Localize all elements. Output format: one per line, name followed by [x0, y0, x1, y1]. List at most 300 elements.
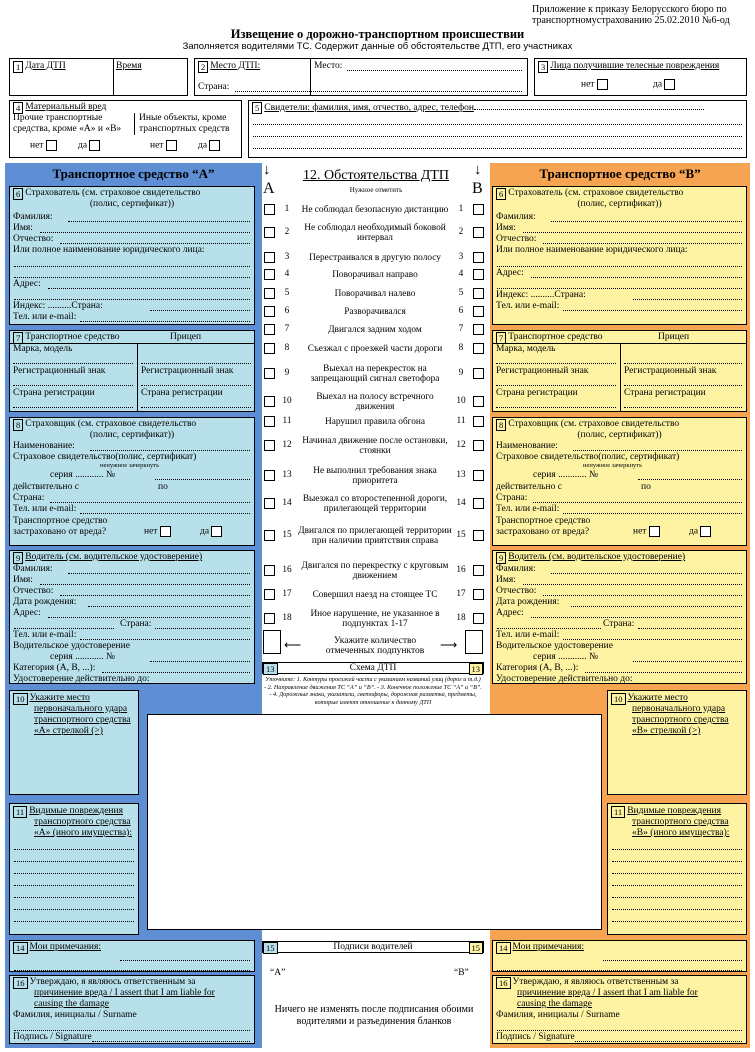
vehicles-yes-label: да — [78, 140, 88, 151]
circumstance-a-checkbox[interactable] — [264, 343, 275, 354]
circumstance-label: Выехал на перекресток на запрещающий сигнал светофора — [310, 364, 440, 384]
scheme-note: Уточните: 1. Контуры проезжей части с указанием названий улиц (дорог и т.д.) - 2. Направление движения ТС “А” и “В”. - 3. Конечное положение ТС “А” и “В”. - 4. Дорожные знаки, указатели, светофоры, дорожная разметка, предметы, которые имеют отношение к данному ДТП — [264, 676, 482, 706]
witness-line[interactable] — [253, 139, 742, 149]
circumstance-b-checkbox[interactable] — [473, 368, 484, 379]
section-number: 6 — [13, 188, 23, 200]
surname-label: Фамилия: — [496, 212, 536, 222]
insured-no-checkbox[interactable] — [649, 526, 660, 537]
circumstance-row — [262, 360, 490, 388]
circumstance-number: 12 — [456, 440, 466, 450]
insured-yes-label: да — [200, 526, 210, 537]
section-number: 14 — [13, 942, 28, 954]
circumstance-a-checkbox[interactable] — [264, 204, 275, 215]
signatures-note: Ничего не изменять после подписания обоими водителями и разъединения бланков — [274, 1004, 474, 1027]
reg-country-label: Страна регистрации — [496, 388, 578, 398]
valid-to-label: по — [158, 482, 168, 492]
circumstance-number: 2 — [458, 227, 464, 237]
circumstance-a-checkbox[interactable] — [264, 565, 275, 576]
trailer-reg-country-label: Страна регистрации — [624, 388, 706, 398]
count-a-box[interactable] — [263, 630, 281, 654]
circumstance-number: 2 — [284, 227, 290, 237]
count-label-2: отмеченных подпунктов — [325, 646, 425, 656]
section-vehicle-b — [492, 330, 747, 412]
insurer-label-2: (полис, сертификат)) — [577, 430, 662, 440]
circumstance-row — [262, 341, 490, 357]
circumstance-row — [262, 202, 490, 218]
scheme-drawing-area[interactable] — [147, 714, 602, 930]
surname-label: Фамилия: — [13, 564, 53, 574]
damage-label-3: «А» (иного имущества): — [34, 828, 132, 838]
insured-label-2: застраховано от вреда? — [13, 527, 107, 537]
witness-line[interactable] — [253, 115, 742, 125]
injured-yes-label: да — [653, 79, 663, 90]
circumstance-b-checkbox[interactable] — [473, 440, 484, 451]
impact-label-3: транспортного средства — [632, 715, 729, 725]
country-input[interactable] — [235, 83, 522, 92]
circumstance-a-checkbox[interactable] — [264, 324, 275, 335]
license-label: Водительское удостоверение — [496, 641, 613, 651]
circumstance-b-checkbox[interactable] — [473, 613, 484, 624]
circumstance-a-checkbox[interactable] — [264, 306, 275, 317]
circumstance-b-checkbox[interactable] — [473, 204, 484, 215]
circumstance-b-checkbox[interactable] — [473, 252, 484, 263]
material-damage-label: Материальный вред — [25, 102, 107, 112]
circumstance-label: Разворачивался — [344, 307, 406, 317]
notes-label: Мои примечания: — [29, 942, 102, 952]
series-label: серия — [533, 652, 556, 662]
country-label: Страна: — [120, 619, 152, 629]
category-label: Категория (A, B, ...): — [496, 663, 579, 673]
valid-from-label: действительно с — [13, 482, 79, 492]
circumstance-number: 3 — [284, 252, 290, 262]
country-label: Страна: — [554, 290, 586, 300]
circumstance-a-checkbox[interactable] — [264, 396, 275, 407]
section-number: 11 — [611, 806, 625, 818]
circumstance-label: Нарушил правила обгона — [324, 417, 426, 427]
insured-yes-checkbox[interactable] — [211, 526, 222, 537]
brand-label: Марка, модель — [13, 344, 73, 354]
circumstance-number: 11 — [282, 416, 292, 426]
circumstance-label: Иное нарушение, не указанное в подпунктах 1-17 — [310, 609, 440, 629]
column-b-label: B — [472, 180, 483, 197]
number-sign: № — [106, 470, 116, 480]
section-number: 13 — [263, 663, 278, 675]
damage-label: Видимые повреждения — [29, 806, 123, 816]
reg-label: Регистрационный знак — [496, 366, 589, 376]
name-label: Имя: — [496, 575, 516, 585]
section-number: 2 — [198, 61, 208, 73]
impact-label: Укажите место — [29, 693, 90, 703]
circumstance-row — [262, 557, 490, 585]
circumstance-number: 4 — [458, 269, 464, 279]
objects-yes-label: да — [198, 140, 208, 151]
insurer-name-label: Наименование: — [496, 441, 558, 451]
section-number: 11 — [13, 806, 27, 818]
circumstance-b-checkbox[interactable] — [473, 269, 484, 280]
circumstance-a-checkbox[interactable] — [264, 613, 275, 624]
patronymic-label: Отчество: — [13, 586, 54, 596]
count-b-box[interactable] — [465, 630, 483, 654]
circumstance-b-checkbox[interactable] — [473, 416, 484, 427]
circumstance-b-checkbox[interactable] — [473, 306, 484, 317]
page-title: Извещение о дорожно-транспортном происшествии — [230, 27, 525, 41]
injured-label: Лица получившие телесные повреждения — [550, 61, 720, 71]
circumstance-label: Съезжал с проезжей части дороги — [307, 344, 443, 354]
circumstance-label: Двигался по перекрестку с круговым движением — [301, 561, 449, 581]
driver-label: Водитель (см. водительское удостоверение) — [25, 552, 203, 562]
policyholder-label: Страхователь (см. страховое свидетельство — [508, 188, 684, 198]
policyholder-label: Страхователь (см. страховое свидетельство — [25, 188, 201, 198]
scheme-title: Схема ДТП — [349, 663, 397, 673]
insurer-label-2: (полис, сертификат)) — [89, 430, 175, 440]
section-number: 15 — [263, 942, 278, 954]
circumstance-row — [262, 587, 490, 603]
section-impact-b — [607, 690, 747, 795]
trailer-reg-country-label: Страна регистрации — [141, 388, 223, 398]
address-label: Адрес: — [13, 279, 41, 289]
circumstance-number: 17 — [456, 589, 466, 599]
patronymic-label: Отчество: — [496, 234, 537, 244]
address-label: Адрес: — [496, 268, 524, 278]
place-label: Место ДТП: — [210, 61, 261, 71]
section-number: 16 — [496, 977, 511, 989]
circumstance-a-checkbox[interactable] — [264, 269, 275, 280]
circumstance-number: 5 — [284, 288, 290, 298]
circumstance-a-checkbox[interactable] — [264, 589, 275, 600]
insured-no-checkbox[interactable] — [160, 526, 171, 537]
date-label: Дата ДТП — [25, 61, 66, 71]
phone-label: Тел. или e-mail: — [496, 630, 560, 640]
signature-label: Подпись / Signature — [13, 1032, 92, 1042]
vehicles-yes-checkbox[interactable] — [89, 140, 100, 151]
witnesses-label: Свидетели: фамилия, имя, отчество, адрес, телефон — [264, 103, 474, 113]
circumstance-b-checkbox[interactable] — [473, 343, 484, 354]
circumstance-number: 18 — [456, 613, 466, 623]
circumstance-label: Выезжал со второстепенной дороги, прилегающей территории — [302, 494, 448, 514]
circumstance-label: Поворачивал направо — [332, 270, 418, 280]
circumstance-label: Совершил наезд на стоящее ТС — [312, 590, 438, 600]
section-number: 4 — [13, 102, 23, 114]
section-policyholder-a: 6 Страхователь (см. страховое свидетельство (полис, сертификат)) Фамилия: Имя: Отчество: Или полное наименование юридического лица: Адрес: Индекс: ..........Страна: Тел. или e-mail: — [9, 186, 255, 325]
objects-yes-checkbox[interactable] — [209, 140, 220, 151]
insurer-label: Страховщик (см. страховое свидетельство — [508, 419, 680, 429]
phone-label: Тел. или e-mail: — [496, 504, 560, 514]
injured-no-checkbox[interactable] — [597, 79, 608, 90]
section-notes-a — [9, 940, 255, 972]
circumstance-row — [262, 606, 490, 632]
circumstance-b-checkbox[interactable] — [473, 324, 484, 335]
time-label: Время — [116, 61, 142, 71]
number-sign: № — [106, 652, 116, 662]
section-number: 8 — [496, 419, 506, 431]
circumstance-b-checkbox[interactable] — [473, 565, 484, 576]
circumstance-label: Не соблюдал безопасную дистанцию — [301, 205, 449, 215]
insured-label: Транспортное средство — [13, 516, 108, 526]
circumstance-row — [262, 304, 490, 320]
section-number: 8 — [13, 419, 23, 431]
circumstance-label: Перестраивался в другую полосу — [309, 253, 441, 263]
appendix-line-1: Приложение к приказу Белорусского бюро по — [532, 4, 727, 15]
section-damage-a — [9, 803, 139, 935]
policyholder-label-2: (полис, сертификат)) — [577, 199, 662, 209]
insurance-cert-label: Страховое свидетельство(полис, сертификат) — [496, 452, 680, 462]
signature-a-label: “А” — [270, 968, 286, 978]
vehicles-no-label: нет — [30, 140, 44, 151]
circumstance-row — [262, 322, 490, 338]
damage-label: Видимые повреждения — [627, 806, 721, 816]
trailer-label: Прицеп — [658, 332, 690, 342]
circumstance-number: 1 — [284, 204, 290, 214]
phone-label: Тел. или e-mail: — [496, 301, 560, 311]
circumstance-a-checkbox[interactable] — [264, 227, 275, 238]
section-policyholder-b: 6 Страхователь (см. страховое свидетельство (полис, сертификат)) Фамилия: Имя: Отчество: Или полное наименование юридического лица: Адрес: Индекс: ..........Страна: Тел. или e-mail: — [492, 186, 747, 325]
section-number: 15 — [469, 942, 484, 954]
impact-label-3: транспортного средства — [34, 715, 131, 725]
objects-no-checkbox[interactable] — [166, 140, 177, 151]
appendix-line-2: транспортномустрахованию 25.02.2010 №6-од — [532, 15, 730, 26]
signatures-label: Подписи водителей — [333, 942, 413, 952]
policyholder-label-2: (полис, сертификат)) — [89, 199, 175, 209]
circumstance-b-checkbox[interactable] — [473, 227, 484, 238]
place-input[interactable] — [347, 62, 522, 71]
section-insurer-b: 8 Страховщик (см. страховое свидетельство (полис, сертификат)) Наименование: Страховое свидетельство(полис, сертификат) ненужное зачеркнуть серия ............ № действительно с по Страна: Тел. или e-mail: Транспортное средство застраховано от вреда? нет да — [492, 417, 747, 546]
phone-label: Тел. или e-mail: — [13, 504, 77, 514]
arrow-left-icon: ⟵ — [284, 638, 302, 652]
impact-label-4: «В» стрелкой (>) — [632, 726, 701, 736]
name-label: Имя: — [13, 575, 33, 585]
circumstance-number: 13 — [456, 470, 466, 480]
circumstance-a-checkbox[interactable] — [264, 288, 275, 299]
circumstance-number: 3 — [458, 252, 464, 262]
impact-label-2: первоначального удара — [34, 704, 128, 714]
trailer-reg-label: Регистрационный знак — [624, 366, 717, 376]
section-number: 10 — [611, 693, 626, 705]
section-injured — [534, 58, 747, 96]
license-valid-label: Удостоверение действительно до: — [13, 674, 150, 684]
circumstance-label: Двигался по прилегающей территории при наличии приятствия справа — [298, 526, 452, 546]
address-label: Адрес: — [13, 608, 41, 618]
legal-entity-label: Или полное наименование юридического лица: — [13, 245, 205, 255]
witness-line[interactable] — [253, 127, 742, 137]
circumstance-label: Выехал на полосу встречного движения — [316, 392, 434, 412]
notes-label: Мои примечания: — [512, 942, 585, 952]
number-sign: № — [589, 652, 599, 662]
circumstance-number: 7 — [458, 324, 464, 334]
circumstance-label: Начинал движение после остановки, стоянки — [302, 436, 448, 456]
circumstance-a-checkbox[interactable] — [264, 416, 275, 427]
section-number: 3 — [538, 61, 548, 73]
section-number: 6 — [496, 188, 506, 200]
vehicle-label: Транспортное средство — [508, 332, 603, 342]
circumstance-number: 14 — [282, 498, 292, 508]
section-number: 1 — [13, 61, 23, 73]
liability-line-1: Утверждаю, я являюсь ответственным за — [29, 977, 196, 987]
circumstance-row — [262, 490, 490, 518]
circumstance-number: 6 — [458, 306, 464, 316]
series-label: серия — [50, 470, 73, 480]
surname-label: Фамилия: — [496, 564, 536, 574]
liability-line-2: причинение вреда / I assert that I am liable for — [34, 988, 215, 998]
other-objects-label: Иные объекты, кроме транспортных средств — [139, 113, 230, 134]
trailer-reg-label: Регистрационный знак — [141, 366, 234, 376]
insurer-label: Страховщик (см. страховое свидетельство — [25, 419, 197, 429]
circumstance-a-checkbox[interactable] — [264, 470, 275, 481]
circumstance-number: 18 — [282, 613, 292, 623]
license-label: Водительское удостоверение — [13, 641, 130, 651]
circumstance-number: 16 — [456, 565, 466, 575]
strike-note: ненужное зачеркнуть — [100, 462, 160, 469]
circumstance-row — [262, 388, 490, 416]
other-vehicles-label: Прочие транспортные средства, кроме «А» и «В» — [13, 113, 135, 135]
insurance-cert-label: Страховое свидетельство(полис, сертификат) — [13, 452, 197, 462]
circumstance-number: 8 — [284, 343, 290, 353]
vehicle-a-title: Транспортное средство “А” — [52, 166, 215, 181]
impact-label-4: «А» стрелкой (>) — [34, 726, 103, 736]
name-label: Имя: — [13, 223, 33, 233]
place2-label: Место: — [314, 61, 343, 71]
circumstance-number: 5 — [458, 288, 464, 298]
legal-entity-label: Или полное наименование юридического лица: — [496, 245, 688, 255]
circumstance-row — [262, 267, 490, 283]
circumstance-number: 1 — [458, 204, 464, 214]
section-number: 5 — [252, 102, 262, 114]
appendix-note — [532, 4, 747, 26]
dob-label: Дата рождения: — [13, 597, 77, 607]
circumstance-b-checkbox[interactable] — [473, 589, 484, 600]
section-notes-b — [492, 940, 747, 972]
section-driver-b: 9 Водитель (см. водительское удостоверение) Фамилия: Имя: Отчество: Дата рождения: Адрес: Страна: Тел. или e-mail: Водительское удостоверение серия ............ № Категория (A, B, ...): Удостоверение действительно до: — [492, 550, 747, 684]
circumstance-b-checkbox[interactable] — [473, 498, 484, 509]
circumstance-number: 10 — [282, 396, 292, 406]
insured-label-2: застраховано от вреда? — [496, 527, 590, 537]
number-sign: № — [589, 470, 599, 480]
vehicle-b-title: Транспортное средство “B” — [539, 166, 701, 181]
vehicle-label: Транспортное средство — [25, 332, 120, 342]
impact-label-2: первоначального удара — [632, 704, 726, 714]
section-date-time — [9, 58, 188, 96]
circumstance-row — [262, 250, 490, 266]
strike-note: ненужное зачеркнуть — [583, 462, 643, 469]
circumstance-row — [262, 518, 490, 554]
patronymic-label: Отчество: — [496, 586, 537, 596]
damage-label-2: транспортного средства — [632, 817, 729, 827]
count-label-1: Укажите количество — [333, 636, 417, 646]
circumstance-number: 7 — [284, 324, 290, 334]
insured-yes-checkbox[interactable] — [700, 526, 711, 537]
liability-line-3: causing the damage — [34, 999, 109, 1009]
circumstance-a-checkbox[interactable] — [264, 498, 275, 509]
section-signatures — [262, 940, 490, 1048]
circumstance-number: 12 — [282, 440, 292, 450]
damage-label-2: транспортного средства — [34, 817, 131, 827]
name-label: Имя: — [496, 223, 516, 233]
circumstance-number: 14 — [456, 498, 466, 508]
injured-yes-checkbox[interactable] — [664, 79, 675, 90]
circumstances-note: Нужное отметить — [349, 186, 403, 194]
circumstance-number: 4 — [284, 269, 290, 279]
section-insurer-a: 8 Страховщик (см. страховое свидетельство (полис, сертификат)) Наименование: Страховое свидетельство(полис, сертификат) ненужное зачеркнуть серия ............ № действительно с по Страна: Тел. или e-mail: Транспортное средство застраховано от вреда? нет да — [9, 417, 255, 546]
country-label: Страна: — [198, 82, 230, 92]
phone-label: Тел. или e-mail: — [13, 312, 77, 322]
surname-signature-label: Фамилия, инициалы / Surname — [13, 1010, 137, 1020]
valid-from-label: действительно с — [496, 482, 562, 492]
liability-line-3: causing the damage — [517, 999, 592, 1009]
arrow-right-icon: ⟶ — [440, 638, 458, 652]
circumstance-number: 16 — [282, 565, 292, 575]
dob-label: Дата рождения: — [496, 597, 560, 607]
insurer-name-label: Наименование: — [13, 441, 75, 451]
country-label: Страна: — [496, 493, 528, 503]
license-valid-label: Удостоверение действительно до: — [496, 674, 633, 684]
circumstances-title: 12. Обстоятельства ДТП — [303, 168, 449, 183]
insured-no-label: нет — [633, 526, 647, 537]
liability-line-2: причинение вреда / I assert that I am liable for — [517, 988, 698, 998]
country-label: Страна: — [13, 493, 45, 503]
reg-country-label: Страна регистрации — [13, 388, 95, 398]
valid-to-label: по — [641, 482, 651, 492]
circumstance-a-checkbox[interactable] — [264, 440, 275, 451]
circumstance-number: 9 — [458, 368, 464, 378]
series-label: серия — [533, 470, 556, 480]
category-label: Категория (A, B, ...): — [13, 663, 96, 673]
section-number: 10 — [13, 693, 28, 705]
signature-label: Подпись / Signature — [496, 1032, 575, 1042]
circumstance-row — [262, 219, 490, 247]
section-number: 7 — [496, 332, 506, 344]
circumstance-number: 15 — [456, 530, 466, 540]
signature-b-label: “В” — [454, 968, 469, 978]
circumstance-label: Двигался задним ходом — [328, 325, 422, 335]
circumstance-number: 11 — [456, 416, 466, 426]
circumstance-b-checkbox[interactable] — [473, 396, 484, 407]
arrow-down-a-icon: ↓ — [263, 162, 271, 178]
section-witnesses — [248, 100, 747, 158]
reg-label: Регистрационный знак — [13, 366, 106, 376]
surname-signature-label: Фамилия, инициалы / Surname — [496, 1010, 620, 1020]
circumstance-a-checkbox[interactable] — [264, 252, 275, 263]
section-vehicle-a — [9, 330, 255, 412]
index-label: Индекс: — [13, 301, 46, 311]
section-liability-a — [9, 975, 255, 1044]
circumstance-a-checkbox[interactable] — [264, 368, 275, 379]
section-place — [194, 58, 528, 96]
circumstance-label: Не соблюдал необходимый боковой интервал — [304, 223, 446, 243]
section-number: 9 — [13, 552, 23, 564]
brand-label: Марка, модель — [496, 344, 556, 354]
scheme-header — [262, 662, 484, 674]
circumstance-b-checkbox[interactable] — [473, 470, 484, 481]
circumstance-b-checkbox[interactable] — [473, 530, 484, 541]
index-label: Индекс: — [496, 290, 529, 300]
country-label: Страна: — [71, 301, 103, 311]
circumstance-label: Поворачивал налево — [334, 289, 416, 299]
surname-label: Фамилия: — [13, 212, 53, 222]
section-material-damage — [9, 100, 242, 158]
impact-label: Укажите место — [627, 693, 688, 703]
vehicles-no-checkbox[interactable] — [46, 140, 57, 151]
section-number: 16 — [13, 977, 28, 989]
circumstance-number: 8 — [458, 343, 464, 353]
section-liability-b — [492, 975, 747, 1044]
section-number: 9 — [496, 552, 506, 564]
damage-label-3: «В» (иного имущества): — [632, 828, 730, 838]
circumstance-label: Не выполнил требования знака приоритета — [313, 466, 437, 486]
circumstance-b-checkbox[interactable] — [473, 288, 484, 299]
section-impact-a — [9, 690, 139, 795]
circumstance-a-checkbox[interactable] — [264, 530, 275, 541]
circumstance-row — [262, 432, 490, 460]
section-number: 14 — [496, 942, 511, 954]
